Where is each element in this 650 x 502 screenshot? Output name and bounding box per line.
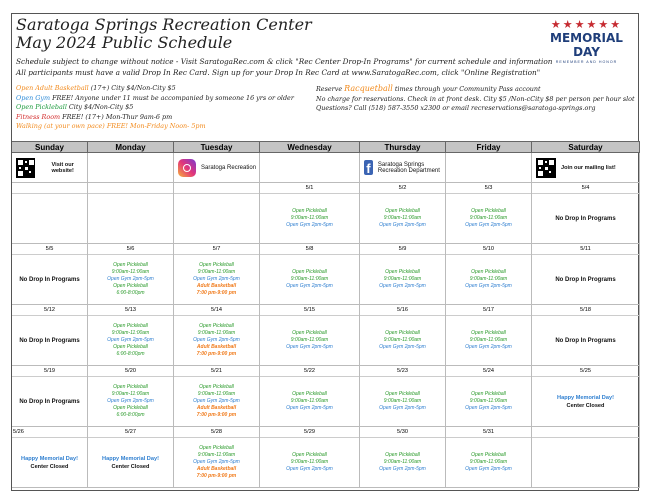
event-line: 7:00 pm-9:00 pm xyxy=(196,473,237,479)
event-line: Open Pickleball xyxy=(199,262,234,268)
day-number: 5/31 xyxy=(446,427,531,438)
day-number: 5/30 xyxy=(360,427,445,438)
promo-cell xyxy=(446,153,532,183)
day-header-wednesday: Wednesday xyxy=(260,141,360,153)
day-cell xyxy=(174,427,260,488)
event-line: 9:00am-11:00am xyxy=(111,330,150,336)
day-number xyxy=(532,427,639,438)
day-number: 5/2 xyxy=(360,183,445,194)
facebook-icon[interactable]: f xyxy=(364,160,373,175)
event-line: Open Gym 2pm-5pm xyxy=(379,283,426,289)
day-cell xyxy=(446,305,532,366)
event-line: Open Pickleball xyxy=(113,283,148,289)
promo-text: Visit our website! xyxy=(51,161,74,174)
event-line: Open Pickleball xyxy=(113,323,148,329)
no-programs-label: No Drop In Programs xyxy=(19,276,80,283)
event-line: 9:00am-11:00am xyxy=(290,459,329,465)
event-line: Open Pickleball xyxy=(199,384,234,390)
event-line: Open Gym 2pm-5pm xyxy=(379,344,426,350)
event-line: Open Gym 2pm-5pm xyxy=(193,276,240,282)
event-line: Open Pickleball xyxy=(471,452,506,458)
day-cell xyxy=(174,305,260,366)
event-line: Open Gym 2pm-5pm xyxy=(465,466,512,472)
day-cell xyxy=(12,305,88,366)
qr-code-icon xyxy=(536,158,556,178)
day-cell xyxy=(446,366,532,427)
racquetball-word: Racquetball xyxy=(344,84,393,93)
day-number: 5/16 xyxy=(360,305,445,316)
day-number: 5/20 xyxy=(88,366,173,377)
event-line: Open Gym 2pm-5pm xyxy=(193,398,240,404)
day-header-sunday: Sunday xyxy=(12,141,88,153)
day-cell xyxy=(12,366,88,427)
event-line: Open Gym 2pm-5pm xyxy=(465,222,512,228)
qr-code-icon xyxy=(16,158,35,178)
day-number: 5/14 xyxy=(174,305,259,316)
closed-label: Center Closed xyxy=(566,402,605,409)
event-line: 9:00am-11:00am xyxy=(290,398,329,404)
legend-line xyxy=(16,94,294,104)
event-line: 9:00am-11:00am xyxy=(383,337,422,343)
event-line: Open Gym 2pm-5pm xyxy=(379,466,426,472)
event-line: 9:00am-11:00am xyxy=(290,337,329,343)
day-number: 5/10 xyxy=(446,244,531,255)
promo-text: Saratoga Springs Recreation Department xyxy=(377,161,440,174)
legend-line xyxy=(16,113,294,123)
day-header-tuesday: Tuesday xyxy=(174,141,260,153)
rec-card-note: All participants must have a valid Drop In Rec Card. Sign up for your Drop In Rec Card at www.SaratogaRec.com, click "Online Registration" xyxy=(16,68,541,77)
event-line: Open Pickleball xyxy=(113,405,148,411)
legend-text: FREE! Mon-Friday Noon- 5pm xyxy=(104,122,206,131)
event-line: 9:00am-11:00am xyxy=(383,215,422,221)
legend-text: FREE! (17+) Mon-Thur 9am-6 pm xyxy=(60,112,173,121)
event-line: 9:00am-11:00am xyxy=(469,398,508,404)
event-line: Adult Basketball xyxy=(196,283,237,289)
holiday-label: Happy Memorial Day! xyxy=(102,455,159,462)
no-programs-label: No Drop In Programs xyxy=(19,398,80,405)
event-line: Open Pickleball xyxy=(113,262,148,268)
no-programs-label: No Drop In Programs xyxy=(555,337,616,344)
day-cell xyxy=(446,183,532,244)
legend-label: Open Gym xyxy=(16,93,51,102)
day-cell xyxy=(532,183,640,244)
no-programs-label: No Drop In Programs xyxy=(555,215,616,222)
event-line: Open Gym 2pm-5pm xyxy=(379,222,426,228)
promo-cell xyxy=(260,153,360,183)
day-number: 5/28 xyxy=(174,427,259,438)
day-number: 5/17 xyxy=(446,305,531,316)
legend-label: Open Adult Basketball xyxy=(16,84,89,92)
day-cell xyxy=(174,183,260,244)
no-programs-label: No Drop In Programs xyxy=(555,276,616,283)
day-number: 5/26 xyxy=(12,427,87,438)
event-line: Adult Basketball xyxy=(196,405,237,411)
day-number: 5/22 xyxy=(260,366,359,377)
day-number: 5/3 xyxy=(446,183,531,194)
event-line: 9:00am-11:00am xyxy=(197,330,236,336)
day-cell xyxy=(360,244,446,305)
promo-text: Join our mailing list! xyxy=(561,164,616,171)
event-line: Open Pickleball xyxy=(199,323,234,329)
event-line: Open Pickleball xyxy=(292,391,327,397)
day-number: 5/29 xyxy=(260,427,359,438)
legend-text: FREE! Anyone under 11 must be accompanied by someone 16 yrs or older xyxy=(50,93,294,102)
event-line: Open Pickleball xyxy=(471,391,506,397)
promo-cell xyxy=(360,153,446,183)
legend-line xyxy=(16,103,294,113)
event-line: 9:00am-11:00am xyxy=(197,269,236,275)
event-line: Adult Basketball xyxy=(196,466,237,472)
day-cell xyxy=(532,427,640,488)
closed-label: Center Closed xyxy=(111,463,150,470)
memorial-day-logo-subtitle: REMEMBER AND HONOR xyxy=(555,60,618,64)
day-number: 5/8 xyxy=(260,244,359,255)
event-line: 9:00am-11:00am xyxy=(383,398,422,404)
day-cell xyxy=(174,366,260,427)
event-line: Open Gym 2pm-5pm xyxy=(193,337,240,343)
day-cell xyxy=(88,244,174,305)
event-line: Adult Basketball xyxy=(196,344,237,350)
day-number: 5/5 xyxy=(12,244,87,255)
day-cell xyxy=(260,427,360,488)
event-line: 9:00am-11:00am xyxy=(197,452,236,458)
day-number: 5/1 xyxy=(260,183,359,194)
event-line: Open Pickleball xyxy=(471,269,506,275)
day-cell xyxy=(360,366,446,427)
day-number: 5/9 xyxy=(360,244,445,255)
event-line: Open Pickleball xyxy=(113,384,148,390)
day-number: 5/18 xyxy=(532,305,639,316)
event-line: 9:00am-11:00am xyxy=(383,276,422,282)
day-cell xyxy=(532,366,640,427)
day-cell xyxy=(88,183,174,244)
event-line: Open Pickleball xyxy=(113,344,148,350)
schedule-note: Schedule subject to change without notice - Visit SaratogaRec.com & click "Rec Center Drop-In Programs" for current schedule and information xyxy=(16,57,553,66)
event-line: Open Pickleball xyxy=(385,452,420,458)
day-header-thursday: Thursday xyxy=(360,141,446,153)
day-cell xyxy=(260,305,360,366)
event-line: 6:00-8:00pm xyxy=(116,351,145,357)
racquetball-info-line: No charge for reservations. Check in at front desk. City $5 /Non-cCity $8 per person per hour slot xyxy=(316,94,635,103)
stars-icon: ★★★★★★ xyxy=(550,19,623,31)
event-line: 9:00am-11:00am xyxy=(469,215,508,221)
day-cell xyxy=(174,244,260,305)
event-line: 9:00am-11:00am xyxy=(290,276,329,282)
event-line: Open Gym 2pm-5pm xyxy=(465,344,512,350)
event-line: Open Gym 2pm-5pm xyxy=(286,222,333,228)
event-line: Open Pickleball xyxy=(385,330,420,336)
day-number: 5/15 xyxy=(260,305,359,316)
event-line: Open Gym 2pm-5pm xyxy=(465,283,512,289)
holiday-label: Happy Memorial Day! xyxy=(557,394,614,401)
day-number: 5/11 xyxy=(532,244,639,255)
day-cell xyxy=(446,244,532,305)
event-line: Open Gym 2pm-5pm xyxy=(379,405,426,411)
racquetball-info-line: Questions? Call (518) 587-3550 x2300 or email recreservations@saratoga-springs.org xyxy=(316,104,596,113)
day-cell xyxy=(12,427,88,488)
racquetball-info-line: Reserve Racquetball times through your Community Pass account xyxy=(316,84,541,93)
event-line: 6:00-8:00pm xyxy=(116,290,145,296)
promo-cell xyxy=(88,153,174,183)
day-cell xyxy=(12,244,88,305)
event-line: Open Pickleball xyxy=(292,269,327,275)
day-number: 5/7 xyxy=(174,244,259,255)
day-cell xyxy=(360,427,446,488)
event-line: Open Pickleball xyxy=(292,452,327,458)
promo-cell xyxy=(12,153,88,183)
day-cell xyxy=(360,305,446,366)
legend-line xyxy=(16,84,294,94)
day-header-saturday: Saturday xyxy=(532,141,640,153)
event-line: 9:00am-11:00am xyxy=(469,337,508,343)
day-header-friday: Friday xyxy=(446,141,532,153)
legend-line xyxy=(16,122,294,132)
day-cell xyxy=(532,305,640,366)
event-line: Open Pickleball xyxy=(292,330,327,336)
memorial-day-logo xyxy=(539,19,634,64)
day-number: 5/23 xyxy=(360,366,445,377)
event-line: Open Pickleball xyxy=(471,208,506,214)
event-line: Open Gym 2pm-5pm xyxy=(107,337,154,343)
schedule-page xyxy=(11,13,639,491)
schedule-title: May 2024 Public Schedule xyxy=(16,33,233,52)
promo-text: Saratoga Recreation xyxy=(201,164,257,171)
day-number xyxy=(174,183,259,194)
day-cell xyxy=(88,427,174,488)
day-cell xyxy=(88,305,174,366)
memorial-day-logo-title: MEMORIAL DAY xyxy=(550,31,623,59)
day-number: 5/6 xyxy=(88,244,173,255)
day-cell xyxy=(260,183,360,244)
event-line: Open Gym 2pm-5pm xyxy=(107,398,154,404)
event-line: 7:00 pm-9:00 pm xyxy=(196,351,237,357)
day-number: 5/19 xyxy=(12,366,87,377)
day-number xyxy=(12,183,87,194)
event-line: Open Pickleball xyxy=(385,208,420,214)
no-programs-label: No Drop In Programs xyxy=(19,337,80,344)
instagram-icon[interactable] xyxy=(178,159,196,177)
day-cell xyxy=(532,244,640,305)
event-line: Open Pickleball xyxy=(199,445,234,451)
event-line: 9:00am-11:00am xyxy=(111,391,150,397)
day-number: 5/24 xyxy=(446,366,531,377)
day-cell xyxy=(446,427,532,488)
promo-cell xyxy=(174,153,260,183)
event-line: Open Pickleball xyxy=(471,330,506,336)
event-line: 6:00-8:00pm xyxy=(116,412,145,418)
day-number: 5/25 xyxy=(532,366,639,377)
day-number xyxy=(88,183,173,194)
event-line: Open Gym 2pm-5pm xyxy=(193,459,240,465)
day-number: 5/4 xyxy=(532,183,639,194)
event-line: Open Gym 2pm-5pm xyxy=(286,466,333,472)
schedule-header xyxy=(12,14,638,141)
event-line: Open Pickleball xyxy=(385,269,420,275)
event-line: 9:00am-11:00am xyxy=(290,215,329,221)
event-line: 9:00am-11:00am xyxy=(111,269,150,275)
event-line: Open Gym 2pm-5pm xyxy=(465,405,512,411)
event-line: Open Gym 2pm-5pm xyxy=(286,283,333,289)
event-line: 9:00am-11:00am xyxy=(197,391,236,397)
promo-cell xyxy=(532,153,640,183)
day-number: 5/21 xyxy=(174,366,259,377)
legend-label: Open Pickleball xyxy=(16,103,67,112)
day-number: 5/27 xyxy=(88,427,173,438)
legend-text: City $4/Non-City $5 xyxy=(66,103,134,112)
day-number: 5/12 xyxy=(12,305,87,316)
day-cell xyxy=(88,366,174,427)
day-cell xyxy=(12,183,88,244)
closed-label: Center Closed xyxy=(30,463,69,470)
event-line: 9:00am-11:00am xyxy=(469,459,508,465)
legend-label: Fitness Room xyxy=(16,112,61,121)
event-line: Open Pickleball xyxy=(385,391,420,397)
day-cell xyxy=(260,244,360,305)
day-cell xyxy=(360,183,446,244)
day-header-monday: Monday xyxy=(88,141,174,153)
holiday-label: Happy Memorial Day! xyxy=(21,455,78,462)
event-line: Open Gym 2pm-5pm xyxy=(286,405,333,411)
event-line: 7:00 pm-9:00 pm xyxy=(196,290,237,296)
legend-text: (17+) City $4/Non-City $5 xyxy=(88,84,176,92)
event-line: 9:00am-11:00am xyxy=(469,276,508,282)
event-line: 7:00 pm-9:00 pm xyxy=(196,412,237,418)
racquetball-info xyxy=(316,84,635,114)
event-line: 9:00am-11:00am xyxy=(383,459,422,465)
center-title: Saratoga Springs Recreation Center xyxy=(16,15,312,34)
legend-label: Walking (at your own pace) xyxy=(16,122,105,131)
event-line: Open Gym 2pm-5pm xyxy=(286,344,333,350)
event-line: Open Gym 2pm-5pm xyxy=(107,276,154,282)
day-number: 5/13 xyxy=(88,305,173,316)
day-cell xyxy=(260,366,360,427)
program-legend xyxy=(16,84,294,132)
event-line: Open Pickleball xyxy=(292,208,327,214)
